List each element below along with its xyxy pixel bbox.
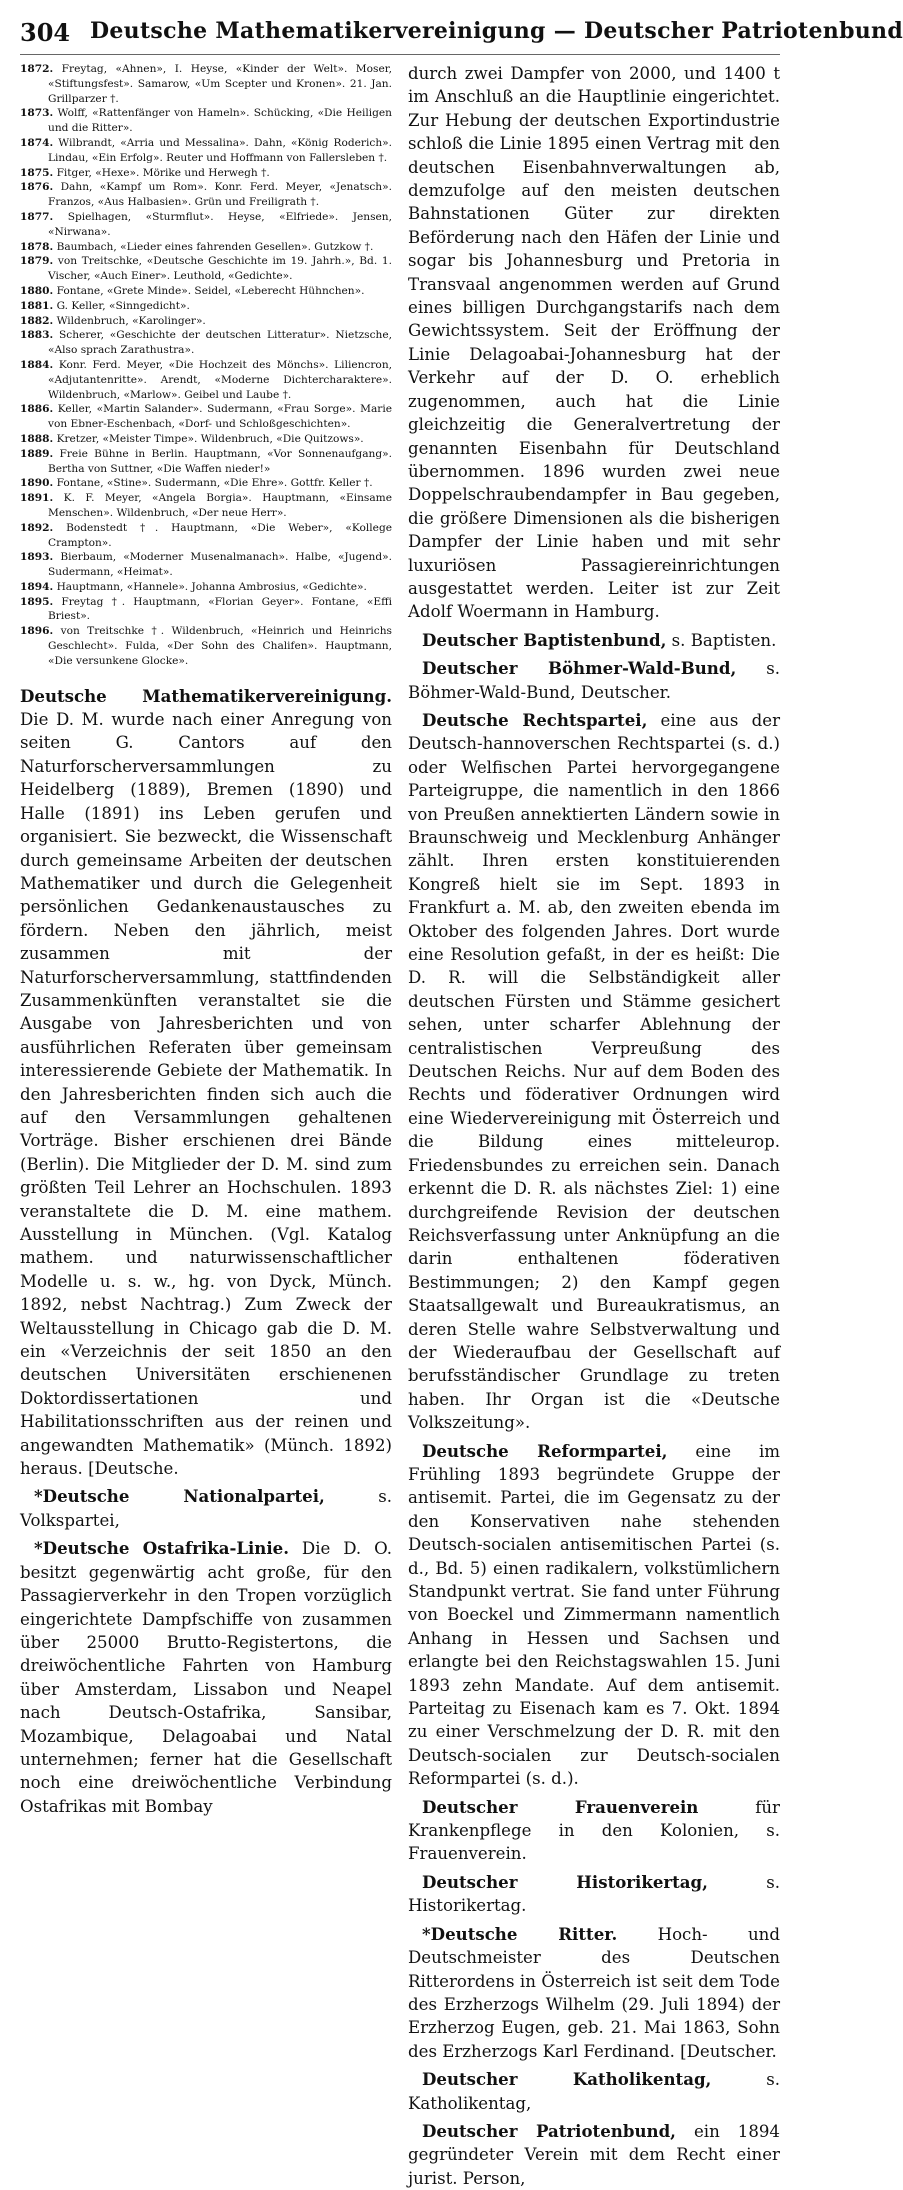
chronology-year: 1891. xyxy=(20,492,54,505)
chronology-entry xyxy=(20,521,392,551)
chronology-text: Baumbach, «Lieder eines fahrenden Gesellen». Gutzkow †. xyxy=(56,240,374,253)
entry-lemma: Deutscher Historikertag, xyxy=(422,1871,708,1892)
page-number: 304 xyxy=(20,18,71,47)
entry-lemma: Deutscher Patriotenbund, xyxy=(422,2120,676,2141)
entry-text: s. Böhmer-Wald-Bund, Deutscher. xyxy=(408,659,780,702)
chronology-year: 1888. xyxy=(20,432,54,445)
chronology-entry xyxy=(20,166,392,181)
entry-text: eine im Frühling 1893 begründete Gruppe der antisemit. Partei, die im Gegensatz zu der den Konservativen nahe stehenden Deutsch-socialen antisemitischen Partei (s. d., Bd. 5) einen radikalern, volkstümlichern Standpunkt vertrat. Sie fand unter Führung von Boeckel und Zimmermann namentlich Anhang in Hessen und Sachsen und erlangte bei den Reichstagswahlen 15. Juni 1893 zehn Mandate. Auf dem antisemit. Parteitag zu Eisenach kam es 7. Okt. 1894 zu einer Verschmelzung der D. R. mit den Deutsch-socialen zur Deutsch-socialen Reformpartei (s. d.). xyxy=(408,1441,780,1789)
chronology-text: Wildenbruch, «Karolinger». xyxy=(56,314,206,327)
chronology-entry xyxy=(20,358,392,402)
entry-lemma: Deutscher Frauenverein xyxy=(422,1796,699,1817)
chronology-text: Bodenstedt †. Hauptmann, «Die Weber», «Kollege Crampton». xyxy=(48,521,392,549)
entry-lemma: Deutsche Mathematikervereinigung. xyxy=(20,685,392,706)
chronology-year: 1877. xyxy=(20,210,54,223)
dictionary-entry xyxy=(20,685,392,1481)
entry-lemma: *Deutsche Ostafrika-Linie. xyxy=(34,1538,290,1559)
chronology-text: Wilbrandt, «Arria und Messalina». Dahn, «König Roderich». Lindau, «Ein Erfolg». Reuter und Hoffmann von Fallersleben †. xyxy=(48,136,392,164)
chronology-entry xyxy=(20,580,392,595)
entry-lemma: *Deutsche Nationalpartei, xyxy=(34,1486,325,1507)
dictionary-entry xyxy=(408,1796,780,1866)
chronology-year: 1873. xyxy=(20,107,54,120)
chronology-text: Wolff, «Rattenfänger von Hameln». Schücking, «Die Heiligen und die Ritter». xyxy=(48,107,392,135)
left-articles xyxy=(20,685,392,1819)
chronology-year: 1893. xyxy=(20,551,54,564)
entry-lemma: Deutsche Reformpartei, xyxy=(422,1440,668,1461)
chronology-entry xyxy=(20,624,392,668)
dictionary-entry xyxy=(408,1923,780,2063)
chronology-text: Keller, «Martin Salander». Sudermann, «Frau Sorge». Marie von Ebner-Eschenbach, «Dorf- und Schloßgeschichten». xyxy=(48,403,392,431)
chronology-year: 1872. xyxy=(20,63,54,75)
chronology-entry xyxy=(20,62,392,106)
entry-text: s. Historikertag. xyxy=(408,1872,780,1916)
entry-text: Die D. O. besitzt gegenwärtig acht große, für den Passagierverkehr in den Tropen vorzüglich eingerichtete Dampfschiffe von zusammen über 25000 Brutto-Registertons, die dreiwöchentliche Fahrten von Hamburg über Amsterdam, Lissabon und Neapel nach Deutsch-Ostafrika, Sansibar, Mozambique, Delagoabai und Natal unternehmen; ferner hat die Gesellschaft noch eine dreiwöchentliche Verbindung Ostafrikas mit Bombay xyxy=(20,1539,392,1816)
chronology-entry xyxy=(20,491,392,521)
chronology-entry xyxy=(20,314,392,329)
chronology-year: 1876. xyxy=(20,181,54,194)
chronology-text: Dahn, «Kampf um Rom». Konr. Ferd. Meyer, «Jenatsch». Franzos, «Aus Halbasien». Grün und Freiligrath †. xyxy=(48,181,392,209)
chronology-text: Hauptmann, «Hannele». Johanna Ambrosius, «Gedichte». xyxy=(56,580,367,593)
chronology-text: Scherer, «Geschichte der deutschen Litteratur». Nietzsche, «Also sprach Zarathustra». xyxy=(48,329,392,357)
chronology-text: Fontane, «Grete Minde». Seidel, «Leberecht Hühnchen». xyxy=(56,284,365,297)
chronology-entry xyxy=(20,476,392,491)
chronology-entry xyxy=(20,328,392,358)
dictionary-entry xyxy=(408,1440,780,1791)
left-column xyxy=(20,62,393,1816)
chronology-year: 1886. xyxy=(20,403,54,416)
dictionary-entry xyxy=(20,1537,392,1818)
chronology-text: Freytag, «Ahnen», I. Heyse, «Kinder der Welt». Moser, «Stiftungsfest». Samarow, «Um Scepter und Kronen». 21. Jan. Grillparzer †. xyxy=(48,63,393,105)
chronology-year: 1896. xyxy=(20,625,54,638)
entry-text: ein 1894 gegründeter Verein mit dem Recht einer jurist. Person, xyxy=(408,2121,780,2188)
chronology-text: Spielhagen, «Sturmflut». Heyse, «Elfriede». Jensen, «Nirwana». xyxy=(48,210,392,238)
chronology-entry xyxy=(20,432,392,447)
chronology-text: Freie Bühne in Berlin. Hauptmann, «Vor Sonnenaufgang». Bertha von Suttner, «Die Waffen nieder!» xyxy=(48,447,392,475)
chronology-text: von Treitschke †. Wildenbruch, «Heinrich und Heinrichs Geschlecht». Fulda, «Der Sohn des Chalifen». Hauptmann, «Die versunkene Glocke». xyxy=(48,625,392,667)
entry-lemma: Deutsche Rechtspartei, xyxy=(422,709,648,730)
dictionary-entry xyxy=(408,2068,780,2115)
chronology-entry xyxy=(20,254,392,284)
chronology-entry xyxy=(20,299,392,314)
chronology-entry xyxy=(20,136,392,166)
entry-lemma: Deutscher Katholikentag, xyxy=(422,2069,712,2090)
entry-text: s. Katholikentag, xyxy=(408,2070,780,2113)
dictionary-entry xyxy=(408,2120,780,2190)
chronology-year: 1884. xyxy=(20,358,54,371)
dictionary-entry xyxy=(408,709,780,1435)
chronology-text: G. Keller, «Sinngedicht». xyxy=(56,299,190,312)
chronology-year: 1883. xyxy=(20,329,54,342)
chronology-list xyxy=(20,62,392,669)
running-head: Deutsche Mathematikervereinigung — Deutscher Patriotenbund xyxy=(90,18,903,44)
chronology-year: 1890. xyxy=(20,477,54,490)
dictionary-entry xyxy=(408,657,780,704)
chronology-entry xyxy=(20,284,392,299)
entry-text: durch zwei Dampfer von 2000, und 1400 t im Anschluß an die Hauptlinie eingerichtet. Zur Hebung der deutschen Exportindustrie schloß die Linie 1895 einen Vertrag mit den deutschen Eisenbahnverwaltungen ab, demzufolge auf den meisten deutschen Bahnstationen Güter zur direkten Beförderung nach den Häfen der Linie und sogar bis Johannesburg und Pretoria in Transvaal angenommen werden auf Grund eines billigen Durchgangstarifs nach dem Gewichtssystem. Seit der Eröffnung der Linie Delagoabai-Johannesburg hat der Verkehr auf der D. O. erheblich zugenommen, auch hat die Linie gleichzeitig die Generalvertretung der genannten Eisenbahn für Deutschland übernommen. 1896 wurden zwei neue Doppelschraubendampfer in Bau gegeben, die größere Dimensionen als die bisherigen Dampfer der Linie haben und mit sehr luxuriösen Passagiereinrichtungen ausgestattet werden. Leiter ist zur Zeit Adolf Woermann in Hamburg. xyxy=(408,64,780,622)
chronology-year: 1880. xyxy=(20,284,54,297)
chronology-year: 1879. xyxy=(20,255,54,268)
chronology-year: 1878. xyxy=(20,240,54,253)
right-column xyxy=(408,62,780,2188)
entry-lemma: Deutscher Baptistenbund, xyxy=(422,629,667,650)
dictionary-entry xyxy=(20,1485,392,1532)
entry-lemma: *Deutsche Ritter. xyxy=(422,1923,618,1944)
entry-text: Hoch- und Deutschmeister des Deutschen Ritterordens in Österreich ist seit dem Tode des Erzherzogs Wilhelm (29. Juli 1894) der Erzherzog Eugen, geb. 21. Mai 1863, Sohn des Erzherzogs Karl Ferdinand. [Deutscher. xyxy=(408,1924,780,2061)
chronology-entry xyxy=(20,402,392,432)
dictionary-entry xyxy=(408,1871,780,1918)
page-header xyxy=(20,12,903,54)
chronology-text: Fitger, «Hexe». Mörike und Herwegh †. xyxy=(56,166,270,179)
chronology-text: Fontane, «Stine». Sudermann, «Die Ehre». Gottfr. Keller †. xyxy=(56,477,373,490)
chronology-entry xyxy=(20,550,392,580)
chronology-year: 1894. xyxy=(20,580,54,593)
entry-text: s. Baptisten. xyxy=(666,630,777,650)
chronology-text: von Treitschke, «Deutsche Geschichte im 19. Jahrh.», Bd. 1. Vischer, «Auch Einer». Leuthold, «Gedichte». xyxy=(48,255,392,283)
chronology-text: Konr. Ferd. Meyer, «Die Hochzeit des Mönchs». Liliencron, «Adjutantenritte». Arendt, «Moderne Dichtercharaktere». Wildenbruch, «Marlow». Geibel und Laube †. xyxy=(48,358,393,401)
chronology-entry xyxy=(20,595,392,625)
header-rule xyxy=(20,54,780,55)
chronology-year: 1889. xyxy=(20,447,54,460)
chronology-entry xyxy=(20,240,392,255)
chronology-text: Freytag †. Hauptmann, «Florian Geyer». Fontane, «Effi Briest». xyxy=(48,595,392,623)
chronology-text: Bierbaum, «Moderner Musenalmanach». Halbe, «Jugend». Sudermann, «Heimat». xyxy=(48,551,392,579)
chronology-entry xyxy=(20,106,392,136)
chronology-year: 1892. xyxy=(20,521,54,534)
dictionary-entry xyxy=(408,62,780,624)
chronology-year: 1882. xyxy=(20,314,54,327)
right-articles xyxy=(408,62,780,2190)
entry-text: eine aus der Deutsch-hannoverschen Rechtspartei (s. d.) oder Welfischen Partei hervorgegangene Parteigruppe, die namentlich in den 1866 von Preußen annektierten Ländern sowie in Braunschweig und Mecklenburg Anhänger zählt. Ihren ersten konstituierenden Kongreß hielt sie im Sept. 1893 in Frankfurt a. M. ab, den zweiten ebenda im Oktober des folgenden Jahres. Dort wurde eine Resolution gefaßt, in der es heißt: Die D. R. will die Selbständigkeit aller deutschen Fürsten und Stämme gesichert sehen, unter scharfer Ablehnung der centralistischen Verpreußung des Deutschen Reichs. Nur auf dem Boden des Rechts und föderativer Ordnungen wird eine Wiedervereinigung mit Österreich und die Bildung eines mitteleurop. Friedensbundes zu erreichen sein. Danach erkennt die D. R. als nächstes Ziel: 1) eine durchgreifende Revision der deutschen Reichsverfassung unter Anknüpfung an die darin enthaltenen föderativen Bestimmungen; 2) den Kampf gegen Staatsallgewalt und Bureaukratismus, an deren Stelle wahre Selbstverwaltung und der Wiederaufbau der Gesellschaft auf berufsständischer Grundlage zu treten haben. Ihr Organ ist die «Deutsche Volkszeitung». xyxy=(408,710,780,1433)
dictionary-entry xyxy=(408,629,780,652)
entry-text: für Krankenpflege in den Kolonien, s. Frauenverein. xyxy=(408,1797,780,1864)
chronology-year: 1881. xyxy=(20,299,54,312)
chronology-year: 1895. xyxy=(20,595,54,608)
chronology-entry xyxy=(20,447,392,477)
chronology-entry xyxy=(20,180,392,210)
entry-text: Die D. M. wurde nach einer Anregung von seiten G. Cantors auf den Naturforscherversammlungen zu Heidelberg (1889), Bremen (1890) und Halle (1891) ins Leben gerufen und organisiert. Sie bezweckt, die Wissenschaft durch gemeinsame Arbeiten der deutschen Mathematiker und durch die Gelegenheit persönlichen Gedankenaustausches zu fördern. Neben den jährlich, meist zusammen mit der Naturforscherversammlung, stattfindenden Zusammenkünften veranstaltet sie die Ausgabe von Jahresberichten und von ausführlichen Referaten über gemeinsam interessierende Gebiete der Mathematik. In den Jahresberichten finden sich auch die auf den Versammlungen gehaltenen Vorträge. Bisher erschienen drei Bände (Berlin). Die Mitglieder der D. M. sind zum größten Teil Lehrer an Hochschulen. 1893 veranstaltete die D. M. eine mathem. Ausstellung in München. (Vgl. Katalog mathem. und naturwissenschaftlicher Modelle u. s. w., hg. von Dyck, Münch. 1892, nebst Nachtrag.) Zum Zweck der Weltausstellung in Chicago gab die D. M. ein «Verzeichnis der seit 1850 an den deutschen Universitäten erschienenen Doktordissertationen und Habilitationsschriften aus der reinen und angewandten Mathematik» (Münch. 1892) heraus. [Deutsche. xyxy=(20,710,392,1479)
chronology-text: K. F. Meyer, «Angela Borgia». Hauptmann, «Einsame Menschen». Wildenbruch, «Der neue Herr». xyxy=(48,492,392,519)
entry-lemma: Deutscher Böhmer-Wald-Bund, xyxy=(422,658,737,679)
chronology-entry xyxy=(20,210,392,240)
chronology-year: 1875. xyxy=(20,166,54,179)
chronology-year: 1874. xyxy=(20,136,54,149)
entry-text: s. Volkspartei, xyxy=(20,1487,392,1530)
chronology-text: Kretzer, «Meister Timpe». Wildenbruch, «Die Quitzows». xyxy=(56,432,364,445)
